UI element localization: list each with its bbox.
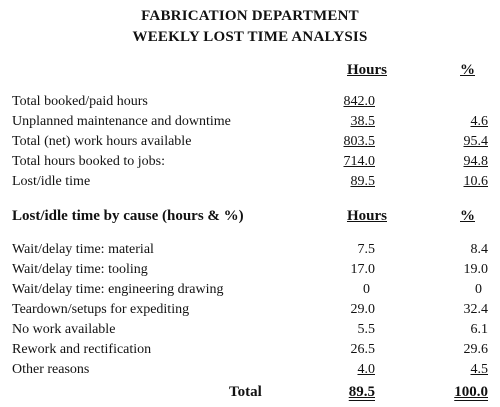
cause-row — [0, 302, 500, 321]
cause-row — [0, 242, 500, 261]
row-hours: 29.0 — [350, 302, 375, 317]
row-hours: 7.5 — [357, 242, 375, 257]
row-label: Teardown/setups for expediting — [12, 302, 190, 317]
row-percent: 94.8 — [463, 154, 488, 169]
row-hours: 0 — [363, 282, 370, 297]
row-percent: 4.5 — [470, 362, 488, 377]
row-hours: 4.0 — [357, 362, 375, 377]
row-label: Lost/idle time — [12, 174, 91, 189]
row-hours: 17.0 — [350, 262, 375, 277]
row-label: Rework and rectification — [12, 342, 152, 357]
row-label: Total hours booked to jobs: — [12, 154, 166, 169]
total-percent: 100.0 — [454, 384, 488, 400]
row-percent: 8.4 — [470, 242, 488, 257]
row-percent: 29.6 — [463, 342, 488, 357]
summary-row — [0, 154, 500, 173]
percent-column-header: % — [460, 62, 475, 78]
total-label: Total — [229, 384, 262, 400]
cause-row — [0, 322, 500, 341]
cause-row — [0, 262, 500, 281]
cause-row — [0, 282, 500, 301]
row-label: Wait/delay time: material — [12, 242, 154, 257]
row-label: Wait/delay time: engineering drawing — [12, 282, 224, 297]
row-label: Other reasons — [12, 362, 90, 377]
hours-column-header: Hours — [346, 62, 387, 78]
row-label: Total (net) work hours available — [12, 134, 192, 149]
summary-row — [0, 174, 500, 193]
section-title: Lost/idle time by cause (hours & %) — [12, 208, 244, 224]
title-line-1: FABRICATION DEPARTMENT — [141, 8, 359, 24]
row-label: Total booked/paid hours — [12, 94, 148, 109]
row-hours: 5.5 — [357, 322, 375, 337]
row-percent: 32.4 — [463, 302, 488, 317]
row-label: Wait/delay time: tooling — [12, 262, 148, 277]
row-label: No work available — [12, 322, 116, 337]
row-hours: 38.5 — [350, 114, 375, 129]
row-hours: 714.0 — [343, 154, 375, 169]
title-line-2: WEEKLY LOST TIME ANALYSIS — [132, 29, 368, 45]
row-hours: 26.5 — [350, 342, 375, 357]
summary-row — [0, 114, 500, 133]
cause-row — [0, 362, 500, 381]
row-hours: 842.0 — [343, 94, 375, 109]
summary-row — [0, 134, 500, 153]
row-hours: 803.5 — [343, 134, 375, 149]
row-percent: 19.0 — [463, 262, 488, 277]
cause-hours-column-header: Hours — [346, 208, 387, 224]
total-hours: 89.5 — [348, 384, 375, 400]
row-percent: 0 — [475, 282, 482, 297]
row-percent: 6.1 — [470, 322, 488, 337]
row-hours: 89.5 — [350, 174, 375, 189]
row-label: Unplanned maintenance and downtime — [12, 114, 231, 129]
cause-row — [0, 342, 500, 361]
row-percent: 4.6 — [470, 114, 488, 129]
row-percent: 10.6 — [463, 174, 488, 189]
row-percent: 95.4 — [463, 134, 488, 149]
summary-row — [0, 94, 500, 113]
cause-percent-column-header: % — [460, 208, 475, 224]
